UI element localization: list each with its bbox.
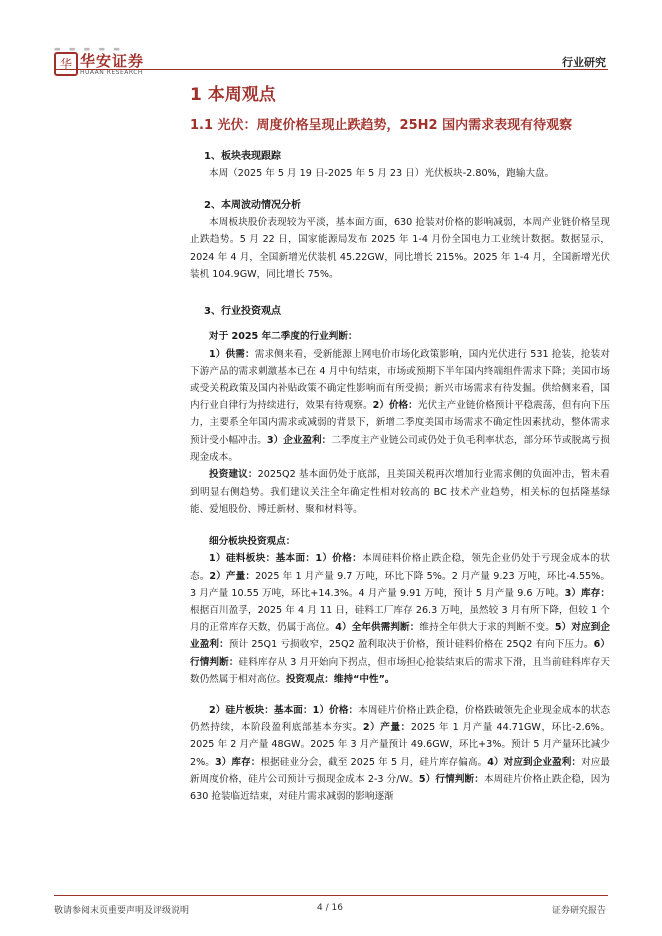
header-decoration: ▬ ▬ ▬ ▬ ▬ [54, 45, 123, 53]
wafer-paragraph [190, 702, 610, 805]
subsection-heading: 1.1 光伏：周度价格呈现止跌趋势，25H2 国内需求表现有待观察 [190, 118, 573, 133]
supply-demand-text: 需求侧来看，受新能源上网电价市场化政策影响，国内光伏进行 531 抢装，抢装对下游产品的需求刺激基本已在 4 月中旬结束，市场或预期下半年国内终端组件需求下降；美国市场或受关税政策及国内补贴政策不确定性影响而有所受损；新兴市场需求有待发掘。供给侧来看，国内行业自律行为持续进行，效果有待观察。 [190, 348, 610, 412]
main-content [190, 82, 610, 805]
polysilicon-profit-label: 5）对应到企业盈利： [190, 622, 610, 651]
investment-advice-text: 2025Q2 基本面仍处于底部，且美国关税再次增加行业需求侧的负面冲击，暂未看到明显右侧趋势。我们建议关注全年确定性相对较高的 BC 技术产业趋势，相关标的包括隆基绿能、爱旭股份、博迁新材、聚和材料等。 [190, 468, 611, 516]
wafer-output-label: 2）产量： [362, 722, 411, 734]
volatility-analysis-title: 2、本周波动情况分析 [204, 199, 301, 211]
q2-judgement-paragraph [190, 346, 610, 466]
polysilicon-profit-text: 预计 25Q1 亏损收窄，25Q2 盈利取决于价格，预计硅料价格在 25Q2 有向下压力。 [228, 639, 594, 651]
wafer-price-text: 本周硅片价格止跌企稳，价格跌破领先企业现金成本的状态仍然持续，本阶段盈利底部基本夯实。 [190, 704, 611, 734]
q2-judgement-heading: 对于 2025 年二季度的行业判断： [209, 330, 358, 342]
investment-advice-label: 投资建议： [209, 468, 258, 480]
polysilicon-output-text: 2025 年 1 月产量 9.7 万吨，环比下降 5%。2 月产量 9.23 万吨，环比-4.55%。3 月产量 10.55 万吨，环比+14.3%。4 月产量 9.91 万吨，预计 5 月产量 9.6 万吨。 [190, 570, 610, 599]
volatility-analysis-text: 本周板块股价表现较为平淡，基本面方面，630 抢装对价格的影响减弱，本周产业链价格呈现止跌趋势。5 月 22 日，国家能源局发布 2025 年 1-4 月份全国电力工业统计数据。数据显示，2024 年 4 月，全国新增光伏装机 45.22GW，同比增长 215%。2025 年 1-4 月，全国新增光伏装机 104.9GW，同比增长 75%。 [190, 216, 610, 281]
investment-view [190, 304, 610, 805]
price-text: 光伏主产业链价格预计平稳震荡，但有向下压力，主要系全年国内需求或减弱的背景下，新增二季度美国市场需求不确定性因素扰动，整体需求预计受小幅冲击。 [190, 400, 611, 446]
polysilicon-fundamentals-label: 基本面： [275, 553, 316, 565]
polysilicon-inventory-text: 根据百川盈孚，2025 年 4 月 11 日，硅料工厂库存 26.3 万吨，虽然较 3 月有所下降，但较 1 个月的正常库存天数，仍属于高位。 [190, 604, 610, 634]
polysilicon-title: 1）硅料板块： [209, 553, 276, 565]
wafer-market-label: 5）行情判断： [418, 773, 484, 785]
company-logo [54, 52, 174, 78]
page-number: 4 / 16 [317, 903, 343, 913]
page-header [0, 0, 662, 78]
wafer-profit-text: 对应最新周度价格，硅片公司预计亏损现金成本 2-3 分/W。 [190, 756, 611, 785]
wafer-profit-label: 4）对应到企业盈利： [487, 756, 582, 768]
wafer-price-label: 1）价格： [312, 704, 359, 716]
footer-divider [54, 895, 608, 896]
header-divider [54, 69, 608, 70]
price-label: 2）价格： [372, 400, 418, 412]
polysilicon-output-label: 2）产量： [209, 570, 256, 582]
wafer-inventory-text: 根据硅业分会，截至 2025 年 5 月，硅片库存偏高。 [260, 756, 488, 768]
polysilicon-market-text: 硅料库存从 3 月开始向下拐点，但市场担心抢装结束后的需求下滑，且当前硅料库存天数仍然属于相对高位。 [190, 656, 611, 685]
footer-disclaimer: 敬请参阅末页重要声明及评级说明 [54, 906, 190, 916]
wafer-output-text: 2025 年 1 月产量 44.71GW，环比-2.6%。2025 年 2 月产量 48GW。2025 年 3 月产量预计 49.6GW，环比+3%。预计 5 月产量环比减少 2%。 [190, 722, 611, 768]
segment-views-heading: 细分板块投资观点： [209, 535, 296, 547]
polysilicon-supply-label: 4）全年供需判断： [335, 622, 420, 634]
block-performance-text: 本周（2025 年 5 月 19 日-2025 年 5 月 23 日）光伏板块-2.80%，跑输大盘。 [209, 168, 555, 179]
wafer-fundamentals-label: 基本面： [273, 704, 313, 716]
logo-name-en: HUAAN RESEARCH [80, 69, 143, 76]
wafer-market-text: 本周硅片价格止跌企稳，因为 630 抢装临近结束，对硅片需求减弱的影响逐渐 [190, 773, 610, 802]
logo-icon: 华 [54, 52, 78, 76]
report-category: 行业研究 [562, 56, 606, 69]
supply-demand-label: 1）供需： [209, 348, 255, 360]
logo-name-cn: 华安证券 [80, 52, 145, 70]
polysilicon-market-label: 6）行情判断： [190, 639, 610, 668]
block-performance [190, 149, 610, 183]
page-footer [0, 895, 662, 925]
polysilicon-inventory-label: 3）库存： [564, 587, 610, 599]
polysilicon-price-label: 1）价格： [315, 553, 363, 565]
section-heading: 1 本周观点 [190, 85, 276, 105]
investment-view-title: 3、行业投资观点 [204, 305, 281, 317]
polysilicon-price-text: 本周硅料价格止跌企稳，领先企业仍处于亏现金成本的状态。 [190, 553, 611, 582]
block-performance-title: 1、板块表现跟踪 [204, 151, 281, 162]
volatility-analysis [190, 198, 610, 284]
wafer-title: 2）硅片板块： [209, 704, 274, 716]
investment-advice [190, 466, 610, 519]
profit-label: 3）企业盈利： [266, 434, 332, 446]
polysilicon-paragraph [190, 550, 610, 688]
footer-doc-type: 证券研究报告 [551, 906, 606, 916]
wafer-inventory-label: 3）库存： [214, 756, 261, 768]
polysilicon-supply-text: 维持全年供大于求的判断不变。 [419, 622, 555, 634]
profit-text: 二季度主产业链公司或仍处于负毛利率状态，部分环节或脱离亏损现金成本。 [190, 434, 611, 463]
polysilicon-rating: 投资观点：维持“中性”。 [285, 673, 395, 685]
